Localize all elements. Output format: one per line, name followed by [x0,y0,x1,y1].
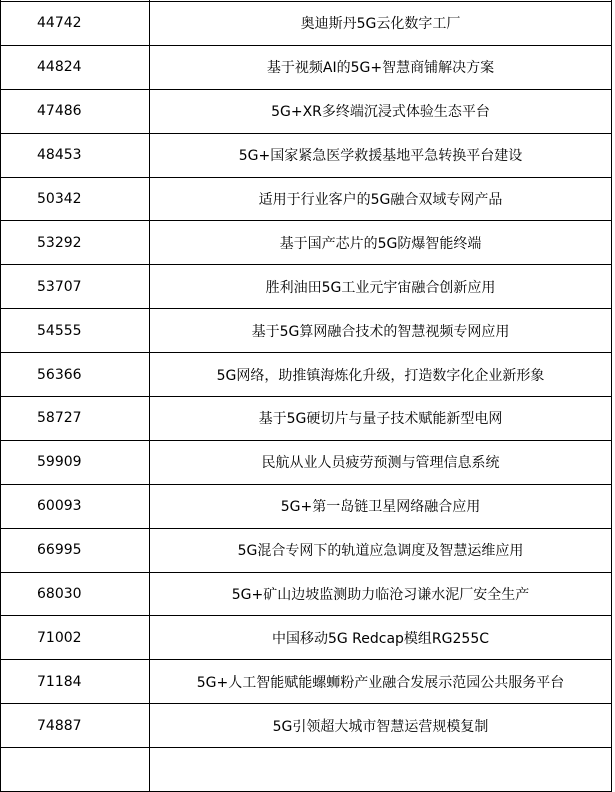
project-name-cell: 基于5G硬切片与量子技术赋能新型电网 [150,397,612,441]
table-row [1,89,612,133]
project-id-cell: 60093 [1,484,150,528]
project-id-cell: 54555 [1,309,150,353]
table-row [1,133,612,177]
table-row [1,660,612,704]
project-name-cell: 5G+矿山边坡监测助力临沧习谦水泥厂安全生产 [150,572,612,616]
project-id-cell: 48453 [1,133,150,177]
project-name-cell: 5G+人工智能赋能螺蛳粉产业融合发展示范园公共服务平台 [150,660,612,704]
project-name-cell: 5G+国家紧急医学救援基地平急转换平台建设 [150,133,612,177]
project-name-cell: 基于国产芯片的5G防爆智能终端 [150,221,612,265]
project-id-cell: 50342 [1,177,150,221]
project-name-cell: 5G引领超大城市智慧运营规模复制 [150,704,612,748]
project-id-cell: 71184 [1,660,150,704]
table-row [1,265,612,309]
project-name-cell: 基于视频AI的5G+智慧商铺解决方案 [150,45,612,89]
table-row [1,616,612,660]
table-row [1,572,612,616]
name-cell [150,748,612,792]
project-name-cell: 奥迪斯丹5G云化数字工厂 [150,2,612,46]
table-row [1,528,612,572]
project-id-cell: 68030 [1,572,150,616]
project-id-cell: 74887 [1,704,150,748]
project-id-cell: 44824 [1,45,150,89]
project-name-cell: 5G网络，助推镇海炼化升级，打造数字化企业新形象 [150,353,612,397]
project-id-cell: 47486 [1,89,150,133]
project-name-cell: 基于5G算网融合技术的智慧视频专网应用 [150,309,612,353]
table-row [1,309,612,353]
project-name-cell: 5G+XR多终端沉浸式体验生态平台 [150,89,612,133]
project-id-cell: 56366 [1,353,150,397]
project-id-cell: 59909 [1,440,150,484]
table-row [1,440,612,484]
project-id-cell: 53707 [1,265,150,309]
project-name-cell: 适用于行业客户的5G融合双域专网产品 [150,177,612,221]
table-row [1,177,612,221]
project-name-cell: 中国移动5G Redcap模组RG255C [150,616,612,660]
table-row [1,2,612,46]
project-id-cell: 71002 [1,616,150,660]
project-name-cell: 5G+第一岛链卫星网络融合应用 [150,484,612,528]
id-cell [1,748,150,792]
project-table-body [1,0,612,792]
table-row [1,397,612,441]
project-name-cell: 胜利油田5G工业元宇宙融合创新应用 [150,265,612,309]
table-row [1,484,612,528]
project-id-cell: 53292 [1,221,150,265]
table-row [1,45,612,89]
table-row [1,704,612,748]
project-id-cell: 44742 [1,2,150,46]
table-row-partial [1,748,612,792]
project-id-cell: 58727 [1,397,150,441]
project-name-cell: 民航从业人员疲劳预测与管理信息系统 [150,440,612,484]
project-id-cell: 66995 [1,528,150,572]
table-row [1,221,612,265]
project-name-cell: 5G混合专网下的轨道应急调度及智慧运维应用 [150,528,612,572]
table-row [1,353,612,397]
